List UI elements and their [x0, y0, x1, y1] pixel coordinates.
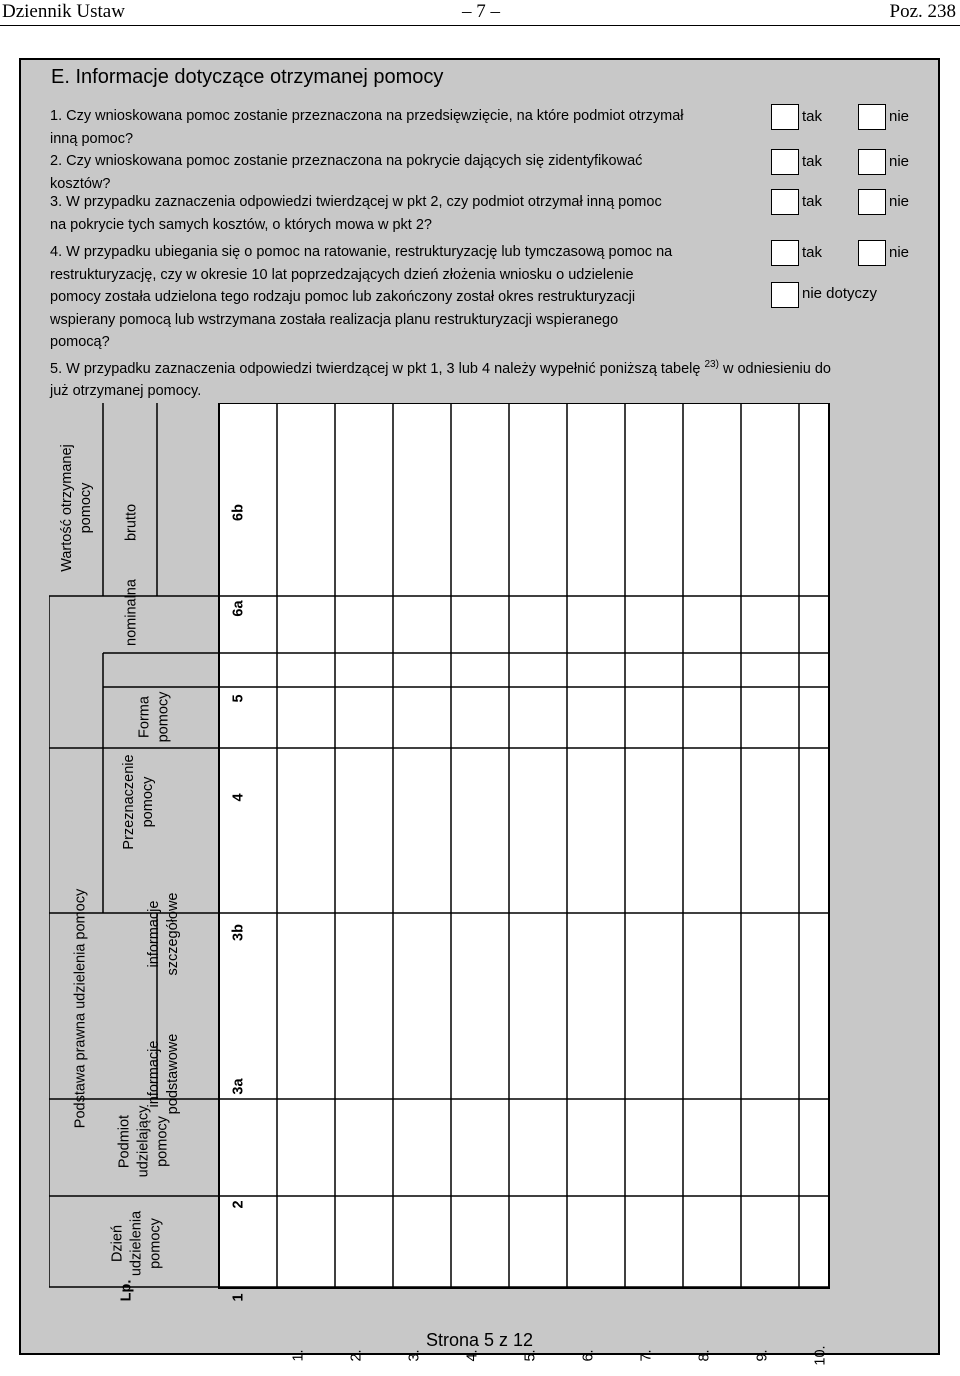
q4-no-label: nie	[889, 244, 910, 261]
q3-yes-checkbox[interactable]	[771, 189, 799, 215]
question-4-line4: wspierany pomocą lub wstrzymana została realizacja planu restrukturyzacji wspieranego	[50, 311, 619, 328]
q3-no-checkbox[interactable]	[858, 189, 886, 215]
question-4-line3: pomocy została udzielona tego rodzaju pomoc lub zakończony został okres restrukturyzacji	[50, 289, 636, 305]
q4-not-applicable-checkbox[interactable]	[771, 282, 799, 308]
colnum-6b: 6b	[230, 504, 247, 521]
question-2	[50, 150, 642, 195]
row-number: 6.	[580, 1349, 597, 1362]
colnum-1: 1	[230, 1293, 247, 1302]
header-granting-entity: Podmiot udzielający pomocy	[116, 1105, 171, 1178]
header-aid-form: Forma pomocy	[136, 691, 172, 743]
question-2-line2: kosztów?	[50, 175, 111, 192]
row-number: 3.	[406, 1349, 423, 1362]
header-grant-date: Dzień udzielenia pomocy	[109, 1210, 164, 1277]
q3-yes-label: tak	[802, 193, 823, 210]
row-number: 2.	[348, 1349, 365, 1362]
header-aid-purpose: Przeznaczenie pomocy	[121, 754, 156, 850]
question-1-line1: 1. Czy wnioskowana pomoc zostanie przeznaczona na przedsięwzięcie, na które podmiot otrzymał	[50, 108, 684, 124]
q4-not-applicable-label: nie dotyczy	[802, 285, 878, 302]
q2-yes-label: tak	[802, 153, 823, 170]
question-4	[50, 241, 672, 354]
section-e-panel	[19, 58, 940, 1366]
row-number: 9.	[754, 1349, 771, 1362]
header-basic-info: informacje podstawowe	[146, 1033, 181, 1115]
question-3-line1: 3. W przypadku zaznaczenia odpowiedzi twierdzącej w pkt 2, czy podmiot otrzymał inną pomoc	[50, 194, 662, 210]
row-number: 1.	[290, 1349, 307, 1362]
q2-no-checkbox[interactable]	[858, 149, 886, 175]
q1-no-checkbox[interactable]	[858, 104, 886, 130]
row-number: 4.	[464, 1349, 481, 1362]
position-number: Poz. 238	[889, 1, 956, 22]
question-5-text: 5. W przypadku zaznaczenia odpowiedzi twierdzącej w pkt 1, 3 lub 4 należy wypełnić poniższą tabelę	[50, 360, 705, 377]
question-5-line1	[50, 354, 831, 380]
q4-no-checkbox[interactable]	[858, 240, 886, 266]
q2-no-label: nie	[889, 153, 910, 170]
colnum-3a: 3a	[230, 1078, 247, 1095]
question-4-line5: pomocą?	[50, 334, 110, 350]
question-1-line2: inną pomoc?	[50, 130, 134, 147]
colnum-6a: 6a	[230, 600, 247, 617]
header-detailed-info: informacje szczegółowe	[146, 892, 181, 976]
row-number: 8.	[696, 1349, 713, 1362]
question-3	[50, 191, 662, 236]
q4-yes-checkbox[interactable]	[771, 240, 799, 266]
page-header	[0, 0, 960, 26]
row-number: 5.	[522, 1349, 539, 1362]
q1-yes-checkbox[interactable]	[771, 104, 799, 130]
header-legal-basis: Podstawa prawna udzielenia pomocy	[72, 888, 89, 1129]
question-5-line2: już otrzymanej pomocy.	[50, 383, 202, 400]
header-gross: brutto	[123, 503, 140, 542]
row-number: 7.	[638, 1349, 655, 1362]
q4-yes-label: tak	[802, 244, 823, 261]
question-3-line2: na pokrycie tych samych kosztów, o których mowa w pkt 2?	[50, 216, 432, 233]
question-5	[50, 354, 831, 403]
section-title: E. Informacje dotyczące otrzymanej pomocy	[51, 66, 444, 88]
question-2-line1: 2. Czy wnioskowana pomoc zostanie przeznaczona na pokrycie dających się zidentyfikować	[50, 153, 643, 169]
header-lp: Lp.	[118, 1279, 135, 1302]
colnum-2: 2	[230, 1200, 247, 1209]
q2-yes-checkbox[interactable]	[771, 149, 799, 175]
question-4-line2: restrukturyzację, czy w okresie 10 lat poprzedzających dzień złożenia wniosku o udzielenie	[50, 266, 634, 283]
colnum-3b: 3b	[230, 924, 247, 941]
question-1	[50, 105, 683, 150]
q3-no-label: nie	[889, 193, 910, 210]
q1-no-label: nie	[889, 108, 910, 125]
footnote-ref: 23)	[704, 359, 719, 370]
question-4-line1: 4. W przypadku ubiegania się o pomoc na ratowanie, restrukturyzację lub tymczasową pomoc na	[50, 244, 673, 260]
colnum-5: 5	[230, 694, 247, 703]
page-number: – 7 –	[462, 1, 500, 22]
colnum-4: 4	[230, 793, 247, 802]
header-nominal: nominalna	[123, 579, 140, 646]
q1-yes-label: tak	[802, 108, 823, 125]
header-rule	[0, 25, 960, 26]
page-footer: Strona 5 z 12	[425, 1330, 534, 1350]
row-number: 10.	[812, 1345, 829, 1366]
question-5-text-cont: w odniesieniu do	[718, 360, 831, 377]
header-value-received: Wartość otrzymanej pomocy	[59, 444, 94, 572]
journal-title: Dziennik Ustaw	[2, 1, 125, 22]
